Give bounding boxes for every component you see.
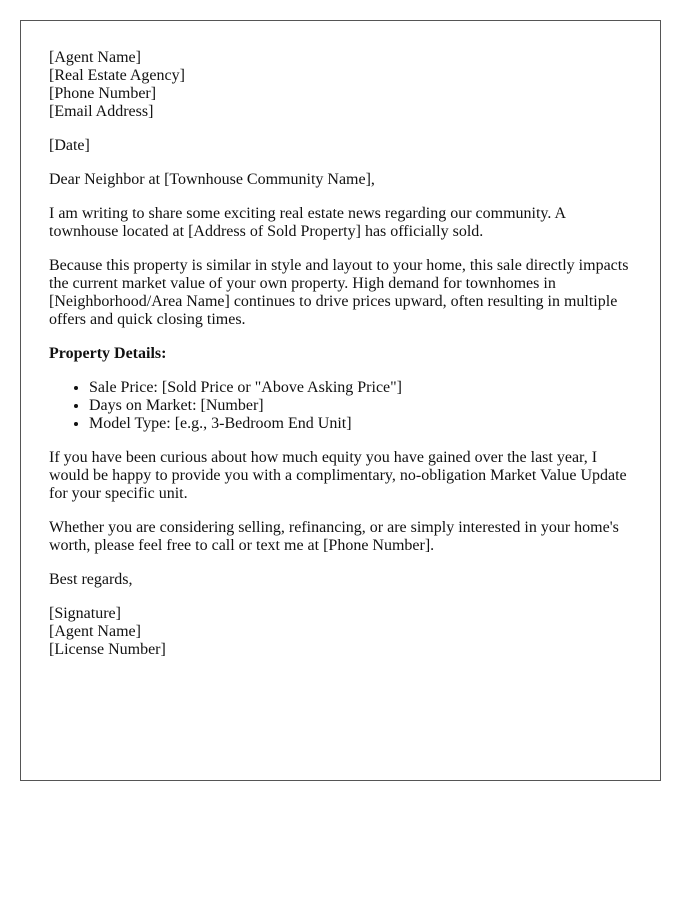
paragraph-intro: I am writing to share some exciting real estate news regarding our community. A townhouse located at [Address of Sold Property] has officially sold. <box>49 205 566 240</box>
letter <box>20 20 661 781</box>
sender-block <box>49 49 636 121</box>
details-list <box>49 379 636 433</box>
sender-phone: [Phone Number] <box>49 85 157 102</box>
sender-name: [Agent Name] <box>49 49 141 66</box>
signature-license: [License Number] <box>49 641 166 658</box>
signature: [Signature] <box>49 605 121 622</box>
signoff: Best regards, <box>49 571 133 588</box>
signature-block <box>49 605 636 659</box>
sender-email: [Email Address] <box>49 103 154 120</box>
paragraph-market: Because this property is similar in style and layout to your home, this sale directly impacts the current market value of your own property. High demand for townhomes in [Neighborhood/Area Name] continues to drive prices upward, often resulting in multiple offers and quick closing times. <box>49 257 629 328</box>
detail-model-type: • Model Type: [e.g., 3-Bedroom End Unit] <box>89 415 636 433</box>
detail-days-on-market: • Days on Market: [Number] <box>89 397 636 415</box>
sender-agency: [Real Estate Agency] <box>49 67 185 84</box>
paragraph-contact: Whether you are considering selling, refinancing, or are simply interested in your home's worth, please feel free to call or text me at [Phone Number]. <box>49 519 619 554</box>
salutation: Dear Neighbor at [Townhouse Community Name], <box>49 171 375 188</box>
details-heading: Property Details: <box>49 345 167 362</box>
letter-date: [Date] <box>49 137 90 154</box>
detail-sale-price: • Sale Price: [Sold Price or "Above Asking Price"] <box>89 379 636 397</box>
signature-agent-name: [Agent Name] <box>49 623 141 640</box>
paragraph-offer: If you have been curious about how much equity you have gained over the last year, I would be happy to provide you with a complimentary, no-obligation Market Value Update for your specific unit. <box>49 449 627 502</box>
